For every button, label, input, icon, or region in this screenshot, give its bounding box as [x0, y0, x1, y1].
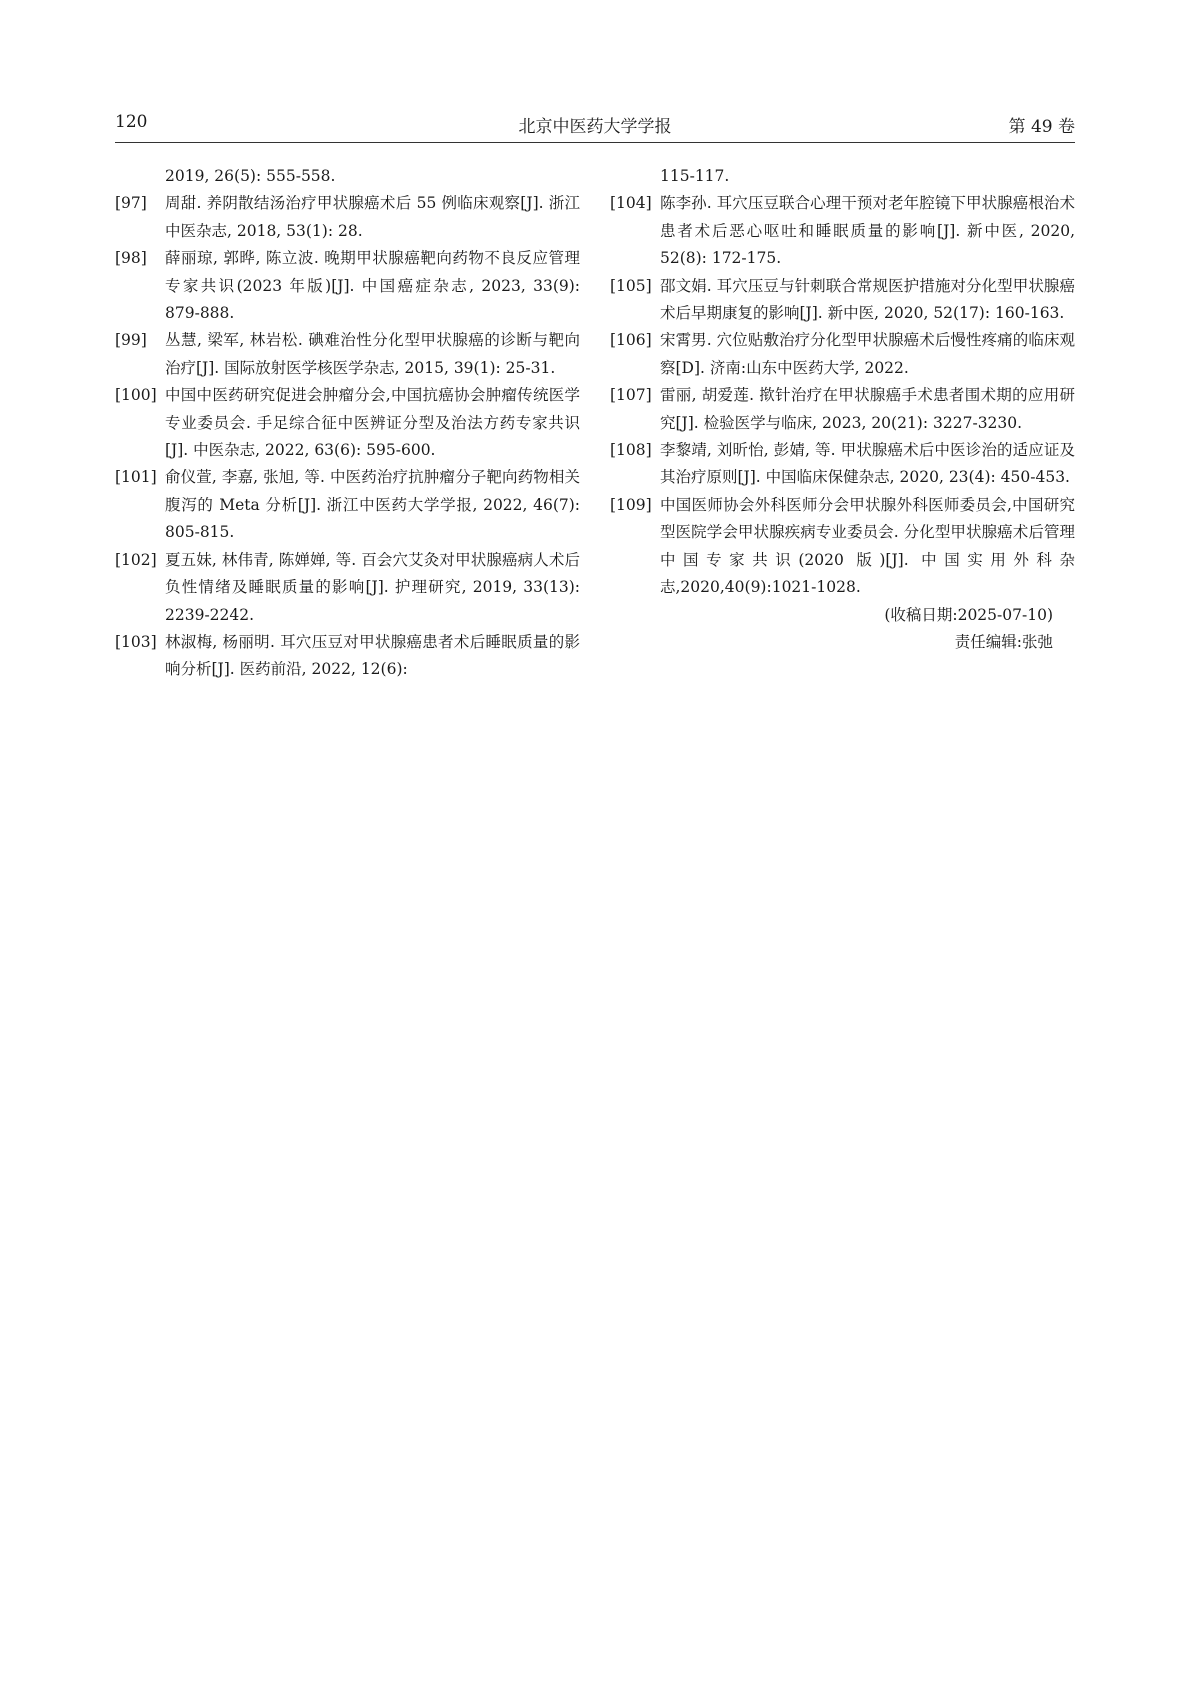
responsible-editor: 责任编辑:张弛 — [954, 632, 1053, 651]
page-number: 120 — [115, 112, 148, 132]
reference-item — [115, 629, 580, 684]
reference-text: 雷丽, 胡爱莲. 揿针治疗在甲状腺癌手术患者围术期的应用研究[J]. 检验医学与临床, 2023, 20(21): 3227-3230. — [660, 386, 1075, 432]
reference-text: 夏五妹, 林伟青, 陈婵婵, 等. 百会穴艾灸对甲状腺癌病人术后负性情绪及睡眠质量的影响[J]. 护理研究, 2019, 33(13): 2239-2242. — [165, 550, 580, 624]
reference-item — [610, 382, 1075, 437]
reference-number: [101] — [115, 468, 157, 487]
reference-item — [115, 547, 580, 629]
reference-item — [115, 327, 580, 382]
reference-text: 薛丽琼, 郭晔, 陈立波. 晚期甲状腺癌靶向药物不良反应管理专家共识(2023 年版)[J]. 中国癌症杂志, 2023, 33(9): 879-888. — [165, 249, 580, 323]
reference-item — [610, 327, 1075, 382]
reference-number: [102] — [115, 550, 157, 569]
reference-number: [97] — [115, 194, 147, 213]
reference-number: [104] — [610, 194, 652, 213]
reference-number: [106] — [610, 331, 652, 350]
reference-item — [115, 464, 580, 546]
reference-item — [115, 245, 580, 327]
reference-number: [108] — [610, 441, 652, 460]
reference-number: [107] — [610, 386, 652, 405]
running-header — [115, 112, 1075, 143]
reference-text: 陈李孙. 耳穴压豆联合心理干预对老年腔镜下甲状腺癌根治术患者术后恶心呕吐和睡眠质量的影响[J]. 新中医, 2020, 52(8): 172-175. — [660, 194, 1075, 268]
reference-number: [98] — [115, 249, 147, 268]
reference-number: [105] — [610, 276, 652, 295]
reference-number: [109] — [610, 495, 652, 514]
journal-title: 北京中医药大学学报 — [518, 117, 672, 137]
reference-text: 俞仪萱, 李嘉, 张旭, 等. 中医药治疗抗肿瘤分子靶向药物相关腹泻的 Meta 分析[J]. 浙江中医药大学学报, 2022, 46(7): 805-815. — [165, 468, 580, 542]
reference-item — [610, 437, 1075, 492]
reference-text: 邵文娟. 耳穴压豆与针刺联合常规医护措施对分化型甲状腺癌术后早期康复的影响[J]. 新中医, 2020, 52(17): 160-163. — [660, 276, 1075, 323]
reference-item — [115, 190, 580, 245]
reference-text: 宋霄男. 穴位贴敷治疗分化型甲状腺癌术后慢性疼痛的临床观察[D]. 济南:山东中医药大学, 2022. — [660, 331, 1075, 377]
reference-item — [610, 190, 1075, 272]
reference-text: 中国医师协会外科医师分会甲状腺外科医师委员会,中国研究型医院学会甲状腺疾病专业委员会. 分化型甲状腺癌术后管理中国专家共识(2020 版)[J]. 中国实用外科杂志,2020,40(9):1021-1028. — [660, 495, 1075, 597]
reference-text: 丛慧, 梁军, 林岩松. 碘难治性分化型甲状腺癌的诊断与靶向治疗[J]. 国际放射医学核医学杂志, 2015, 39(1): 25-31. — [165, 331, 580, 377]
reference-text: 林淑梅, 杨丽明. 耳穴压豆对甲状腺癌患者术后睡眠质量的影响分析[J]. 医药前沿, 2022, 12(6): — [165, 632, 580, 679]
volume-label: 第 49 卷 — [1008, 117, 1075, 137]
reference-item — [115, 382, 580, 464]
reference-text: 李黎靖, 刘昕怡, 彭婧, 等. 甲状腺癌术后中医诊治的适应证及其治疗原则[J]. 中国临床保健杂志, 2020, 23(4): 450-453. — [660, 441, 1075, 487]
reference-text: 中国中医药研究促进会肿瘤分会,中国抗癌协会肿瘤传统医学专业委员会. 手足综合征中医辨证分型及治法方药专家共识[J]. 中医杂志, 2022, 63(6): 595-600. — [165, 386, 580, 460]
left-reference-column — [115, 163, 580, 684]
reference-number: [100] — [115, 386, 157, 405]
reference-number: [99] — [115, 331, 147, 350]
reference-number: [103] — [115, 632, 157, 651]
right-reference-column — [610, 163, 1075, 656]
reference-item — [610, 492, 1075, 602]
reference-continuation: 2019, 26(5): 555-558. — [165, 167, 336, 185]
reference-item — [610, 273, 1075, 328]
received-date: (收稿日期:2025-07-10) — [884, 605, 1053, 624]
reference-text: 周甜. 养阴散结汤治疗甲状腺癌术后 55 例临床观察[J]. 浙江中医杂志, 2018, 53(1): 28. — [165, 194, 580, 240]
reference-continuation: 115-117. — [660, 167, 730, 185]
